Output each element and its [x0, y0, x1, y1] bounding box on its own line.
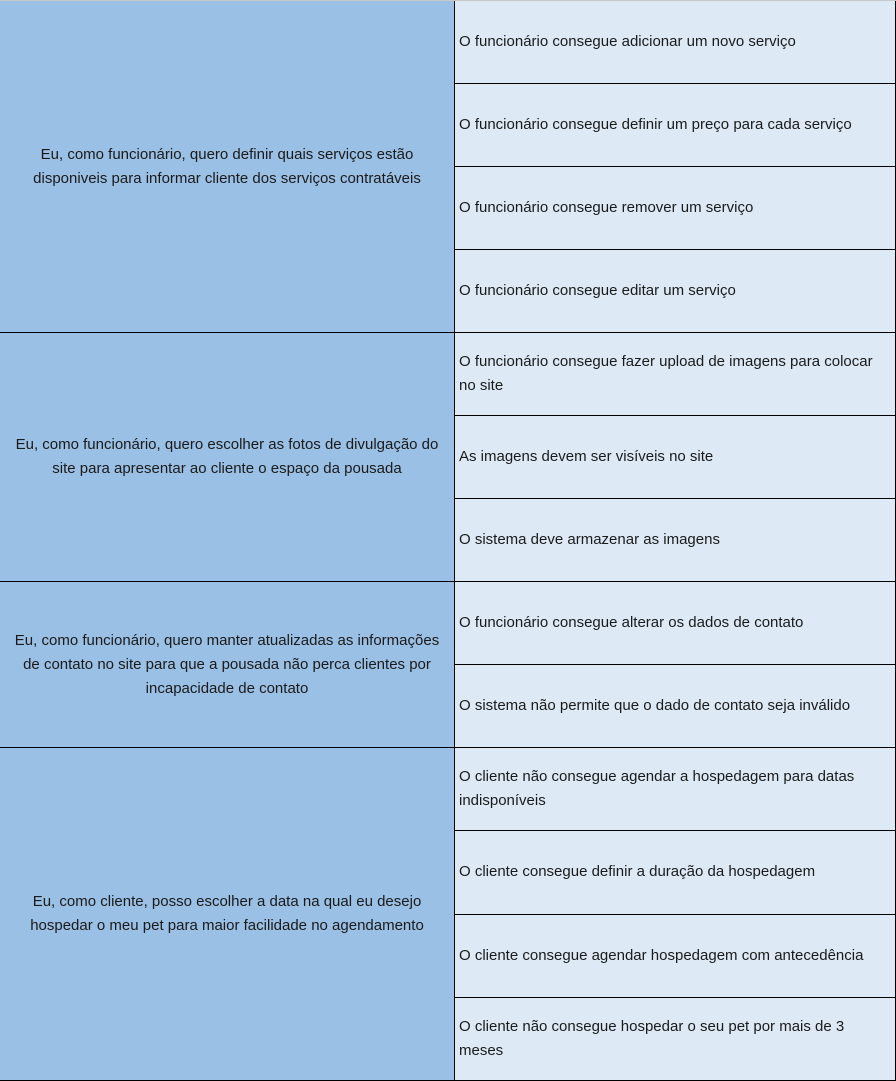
story-group-contact: [0, 582, 896, 748]
criterion-cell[interactable]: O cliente não consegue hospedar o seu pet por mais de 3 meses: [455, 998, 896, 1081]
criterion-cell[interactable]: O funcionário consegue remover um serviço: [455, 167, 896, 250]
criterion-cell[interactable]: As imagens devem ser visíveis no site: [455, 416, 896, 499]
story-group-booking: [0, 748, 896, 1081]
criterion-cell[interactable]: O cliente consegue agendar hospedagem com antecedência: [455, 915, 896, 998]
user-story-cell[interactable]: Eu, como funcionário, quero escolher as fotos de divulgação do site para apresentar ao cliente o espaço da pousada: [0, 333, 455, 582]
story-group-photos: [0, 333, 896, 582]
criterion-cell[interactable]: O sistema deve armazenar as imagens: [455, 499, 896, 582]
acceptance-criteria-list: [455, 1, 896, 333]
acceptance-criteria-list: [455, 333, 896, 582]
acceptance-criteria-list: [455, 582, 896, 748]
criterion-cell[interactable]: O funcionário consegue alterar os dados de contato: [455, 582, 896, 665]
acceptance-criteria-list: [455, 748, 896, 1081]
story-group-services: [0, 1, 896, 333]
criterion-cell[interactable]: O funcionário consegue definir um preço para cada serviço: [455, 84, 896, 167]
criterion-cell[interactable]: O funcionário consegue editar um serviço: [455, 250, 896, 333]
criterion-cell[interactable]: O cliente consegue definir a duração da hospedagem: [455, 831, 896, 914]
criterion-cell[interactable]: O sistema não permite que o dado de contato seja inválido: [455, 665, 896, 748]
user-story-cell[interactable]: Eu, como funcionário, quero definir quais serviços estão disponiveis para informar cliente dos serviços contratáveis: [0, 1, 455, 333]
user-story-cell[interactable]: Eu, como funcionário, quero manter atualizadas as informações de contato no site para que a pousada não perca clientes por incapacidade de contato: [0, 582, 455, 748]
criterion-cell[interactable]: O funcionário consegue adicionar um novo serviço: [455, 1, 896, 84]
user-story-cell[interactable]: Eu, como cliente, posso escolher a data na qual eu desejo hospedar o meu pet para maior facilidade no agendamento: [0, 748, 455, 1081]
criterion-cell[interactable]: O funcionário consegue fazer upload de imagens para colocar no site: [455, 333, 896, 416]
criterion-cell[interactable]: O cliente não consegue agendar a hospedagem para datas indisponíveis: [455, 748, 896, 831]
